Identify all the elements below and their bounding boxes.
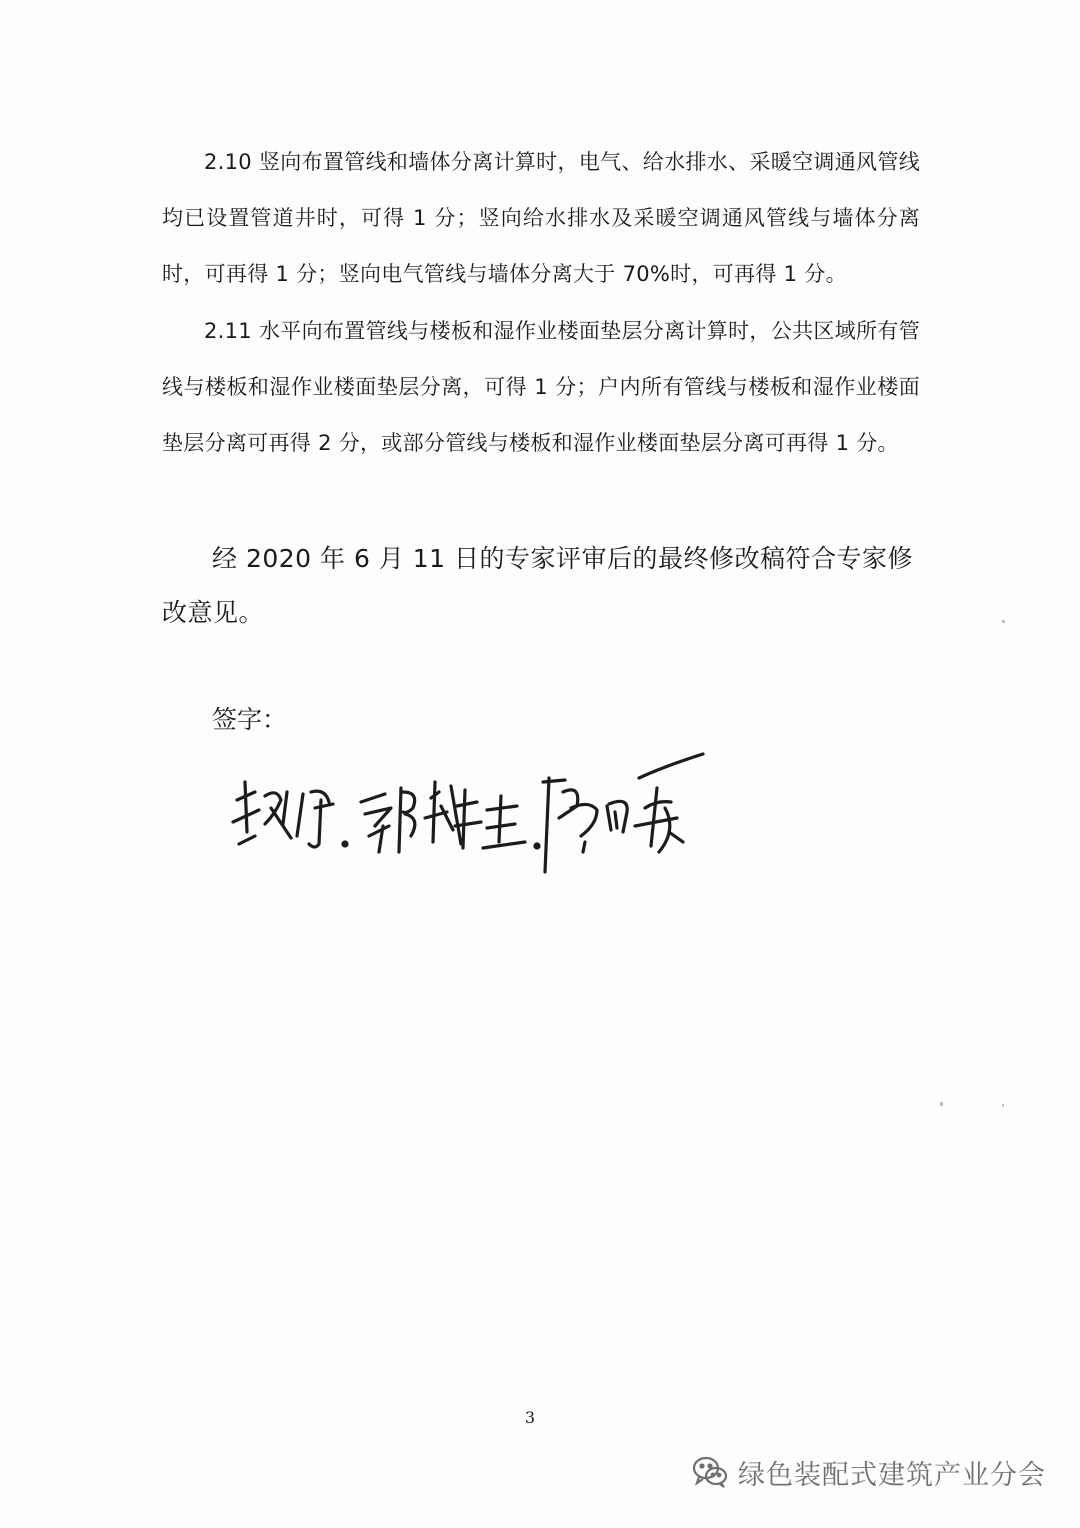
signature-label: 签字：	[212, 705, 288, 734]
account-watermark	[690, 1452, 1046, 1492]
review-statement: 经 2020 年 6 月 11 日的专家评审后的最终修改稿符合专家修改意见。	[162, 544, 914, 627]
wechat-icon	[690, 1452, 730, 1492]
handwritten-signatures	[225, 752, 705, 882]
scan-speck	[1002, 1104, 1004, 1107]
scan-speck	[940, 1102, 943, 1106]
clause-2-11: 2.11 水平向布置管线与楼板和湿作业楼面垫层分离计算时，公共区域所有管线与楼板和湿作业楼面垫层分离，可得 1 分；户内所有管线与楼板和湿作业楼面垫层分离可再得 2 分，或部分管线与楼板和湿作业楼面垫层分离可再得 1 分。	[162, 319, 920, 455]
watermark-text: 绿色装配式建筑产业分会	[738, 1459, 1046, 1491]
scan-speck	[1002, 620, 1005, 623]
page-number: 3	[524, 1408, 536, 1427]
clause-2-10: 2.10 竖向布置管线和墙体分离计算时，电气、给水排水、采暖空调通风管线均已设置管道井时，可得 1 分；竖向给水排水及采暖空调通风管线与墙体分离时，可再得 1 分；竖向电气管线与墙体分离大于 70%时，可再得 1 分。	[162, 150, 920, 286]
